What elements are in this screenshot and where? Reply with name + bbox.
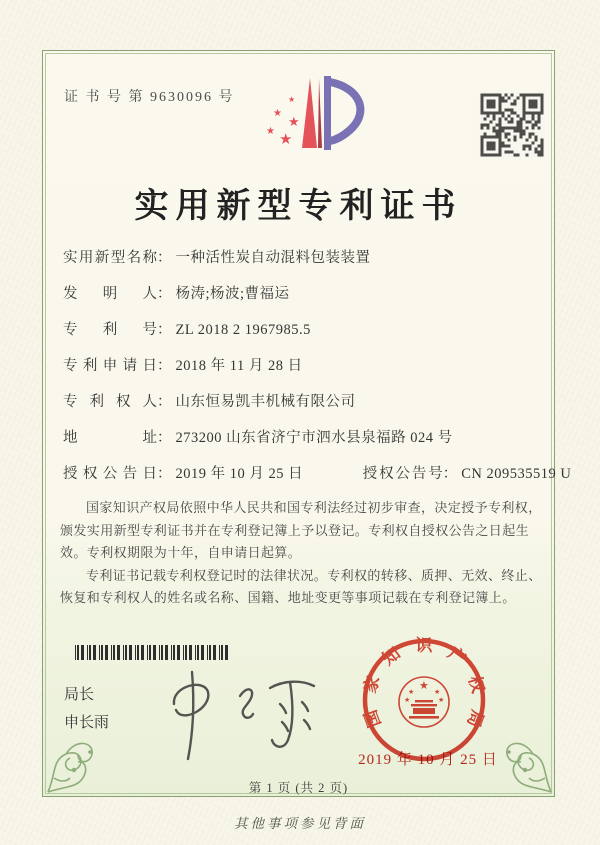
logo-red-spike: [302, 78, 317, 148]
field-colon: ：: [157, 430, 172, 446]
field-colon: ：: [157, 250, 172, 266]
field-colon: ：: [157, 322, 172, 338]
legal-paragraph: 国家知识产权局依照中华人民共和国专利法经过初步审查，决定授予专利权，颁发实用新型专利证书并在专利登记簿上予以登记。专利权自授权公告之日起生效。专利权期限为十年，自申请日起算。: [60, 500, 542, 561]
field-address: [63, 428, 543, 448]
field-utility-model-name: [63, 248, 543, 268]
emblem-star-icon: ★: [408, 688, 415, 696]
field-value: 杨涛;杨波;曹福运: [175, 286, 290, 302]
field-value: 273200 山东省济宁市泗水县泉福路 024 号: [175, 430, 453, 446]
field-grant-date: [63, 466, 307, 482]
logo-star-icon: ★: [288, 95, 296, 104]
emblem-star-icon: ★: [404, 696, 411, 704]
emblem-star-icon: ★: [434, 688, 441, 696]
national-emblem-icon: [399, 677, 449, 727]
legal-paragraph: 专利证书记载专利权登记时的法律状况。专利权的转移、质押、无效、终止、恢复和专利权人的姓名或名称、国籍、地址变更等事项记载在专利登记簿上。: [60, 567, 542, 606]
certificate-title: 实用新型专利证书: [134, 188, 463, 225]
field-label: 实用新型名称: [63, 250, 157, 266]
field-colon: ：: [157, 466, 172, 482]
signoff-block: [64, 688, 109, 731]
field-value: 一种活性炭自动混料包装装置: [175, 250, 371, 266]
field-value: 山东恒易凯丰机械有限公司: [175, 394, 356, 410]
field-label: 授权公告号: [362, 466, 443, 482]
logo-star-icon: ★: [288, 114, 300, 129]
field-colon: ：: [442, 466, 458, 482]
logo-p-bowl: [330, 82, 360, 141]
logo-star-icon: ★: [266, 126, 275, 137]
barcode-icon: [75, 645, 233, 661]
field-label: 专利申请日: [63, 358, 157, 374]
field-grant-number: [363, 464, 572, 484]
field-inventors: [63, 284, 543, 304]
commissioner-name: 申长雨: [64, 715, 110, 731]
field-colon: ：: [157, 286, 172, 302]
seal-text: 国家知识产权局: [360, 636, 488, 730]
official-seal: [360, 636, 488, 764]
seal-date: 2019 年 10 月 25 日: [358, 752, 498, 768]
field-label: 地址: [63, 430, 157, 446]
field-patentee: [63, 392, 543, 412]
commissioner-title: 局长: [64, 687, 95, 703]
field-colon: ：: [157, 394, 172, 410]
logo-star-icon: ★: [273, 108, 282, 119]
field-label: 授权公告日: [63, 466, 157, 482]
field-colon: ：: [157, 358, 172, 374]
page-number: 第 1 页 (共 2 页): [248, 781, 349, 795]
legal-text: [60, 497, 542, 610]
field-value: 2018 年 11 月 28 日: [175, 358, 303, 374]
certificate-fields: [63, 248, 572, 500]
field-value: 2019 年 10 月 25 日: [175, 466, 304, 482]
field-patent-number: [63, 320, 543, 340]
backside-note: 其他事项参见背面: [234, 816, 366, 831]
field-grant-row: [63, 464, 572, 484]
cnipa-logo-icon: [236, 68, 386, 180]
logo-star-icon: ★: [279, 132, 293, 148]
field-label: 专利权人: [63, 394, 157, 410]
qr-code-icon: [479, 92, 545, 158]
field-value: ZL 2018 2 1967985.5: [175, 322, 311, 338]
field-value: CN 209535519 U: [461, 466, 572, 482]
commissioner-signature: [152, 666, 332, 764]
logo-dark-spike: [318, 78, 322, 148]
emblem-star-icon: ★: [438, 696, 445, 704]
field-filing-date: [63, 356, 543, 376]
certificate-number: 证 书 号 第 9630096 号: [64, 90, 235, 105]
field-label: 发明人: [63, 286, 157, 302]
emblem-star-icon: ★: [419, 680, 429, 692]
field-label: 专利号: [63, 322, 157, 338]
